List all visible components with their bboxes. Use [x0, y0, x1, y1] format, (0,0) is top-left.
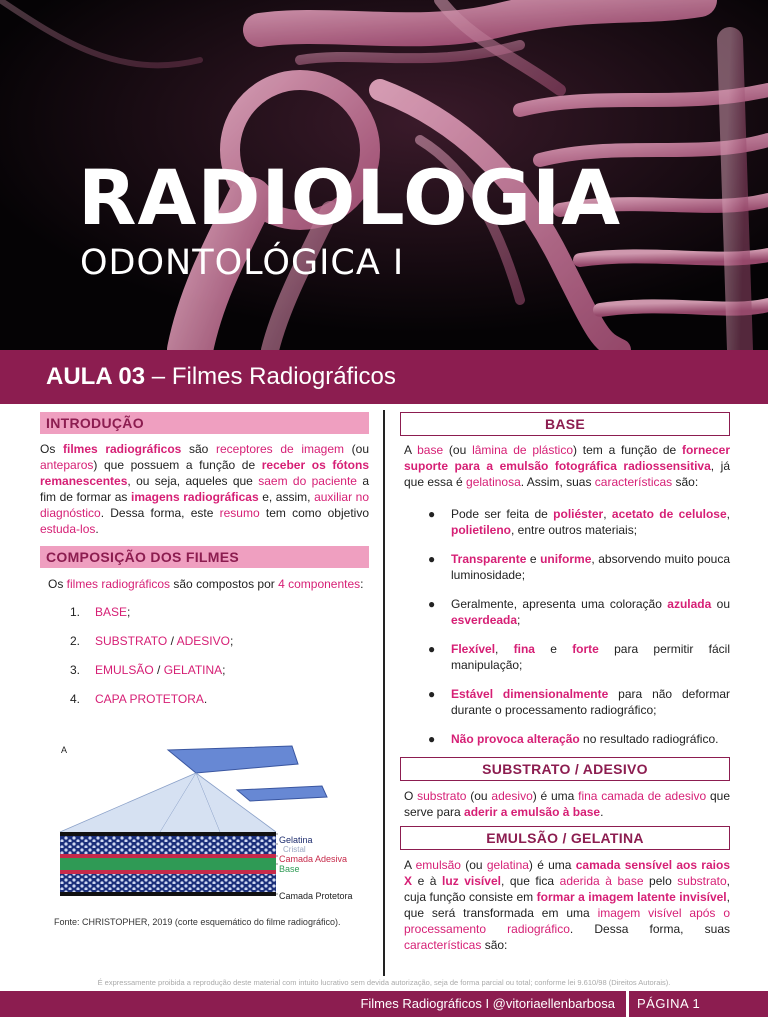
layer-label-base: Base [279, 864, 300, 874]
lesson-title [46, 364, 396, 390]
bullet-icon: ● [428, 552, 436, 566]
footer-title: Filmes Radiográficos I @vitoriaellenbarbosa [360, 996, 615, 1011]
figure-caption: Fonte: CHRISTOPHER, 2019 (corte esquemático do filme radiográfico). [54, 917, 341, 927]
list-item: 1. BASE; [70, 605, 131, 619]
hero-subtitle: ODONTOLÓGICA I [80, 243, 405, 283]
list-item: 4. CAPA PROTETORA. [70, 692, 208, 706]
list-item: ● Pode ser feita de poliéster, acetato de celulose, polietileno, entre outros materiais; [428, 507, 731, 537]
film-cross-section-figure [40, 740, 370, 915]
lesson-banner [0, 350, 768, 404]
layer-label-cristal: Cristal [283, 845, 306, 854]
bullet-icon: ● [428, 507, 436, 521]
list-item: ● Flexível, fina e forte para permitir fácil manipulação; [428, 642, 731, 672]
film-layers-diagram [40, 740, 370, 915]
base-characteristics-list [400, 506, 730, 747]
left-column [40, 412, 369, 720]
lesson-topic: Filmes Radiográficos [171, 363, 396, 390]
list-item: ● Geralmente, apresenta uma coloração azulada ou esverdeada; [428, 597, 730, 627]
lesson-number: AULA 03 [46, 363, 146, 390]
section-heading-base: BASE [400, 412, 730, 436]
layer-label-gelatina: Gelatina [279, 835, 313, 845]
section-heading-composicao: COMPOSIÇÃO DOS FILMES [40, 546, 369, 568]
hero-header [0, 0, 768, 350]
substrato-paragraph: O substrato (ou adesivo) é uma fina camada de adesivo que serve para aderir a emulsão à base. [404, 789, 731, 819]
list-item: ● Estável dimensionalmente para não deformar durante o processamento radiográfico; [428, 687, 730, 717]
section-heading-emulsao: EMULSÃO / GELATINA [400, 826, 730, 850]
copyright-disclaimer: É expressamente proibida a reprodução deste material com intuito lucrativo sem devida autorização, seja de forma parcial ou total; conforme lei 9.610/98 (Direitos Autorais). [97, 978, 671, 987]
footer-separator [626, 991, 629, 1017]
page-number: PÁGINA 1 [637, 996, 701, 1011]
emulsao-paragraph: A emulsão (ou gelatina) é uma camada sensível aos raios X e à luz visível, que fica aderida à base pelo substrato, cuja função consiste em formar a imagem latente invisível, que será transformada em uma imagem visível após o processamento radiográfico. Dessa forma, suas características são: [404, 858, 731, 952]
list-item: ● Não provoca alteração no resultado radiográfico. [428, 732, 719, 746]
composition-list [40, 604, 369, 720]
layer-label-camada-adesiva: Camada Adesiva [279, 854, 348, 864]
section-heading-substrato: SUBSTRATO / ADESIVO [400, 757, 730, 781]
column-divider [383, 410, 385, 976]
list-item: ● Transparente e uniforme, absorvendo muito pouca luminosidade; [428, 552, 731, 582]
bullet-icon: ● [428, 687, 436, 701]
composicao-paragraph: Os filmes radiográficos são compostos por 4 componentes: [48, 577, 364, 591]
list-item: 2. SUBSTRATO / ADESIVO; [70, 634, 234, 648]
introducao-paragraph: Os filmes radiográficos são receptores de imagem (ou anteparos) que possuem a função de receber os fótons remanescentes, ou seja, aqueles que saem do paciente a fim de formar as imagens radiográficas e, assim, auxiliar no diagnóstico. Dessa forma, este resumo tem como objetivo estuda-los. [40, 442, 370, 536]
bullet-icon: ● [428, 642, 436, 656]
panel-label: A [61, 745, 68, 755]
page-footer [0, 991, 768, 1017]
list-item: 3. EMULSÃO / GELATINA; [70, 663, 226, 677]
right-column [400, 412, 730, 953]
base-paragraph: A base (ou lâmina de plástico) tem a função de fornecer suporte para a emulsão fotográfica radiossensitiva, já que essa é gelatinosa. Assim, suas características são: [404, 443, 730, 489]
layer-label-camada-protetora: Camada Protetora [279, 891, 353, 901]
bullet-icon: ● [428, 732, 436, 746]
hero-title: RADIOLOGIA [78, 153, 622, 242]
section-heading-introducao: INTRODUÇÃO [40, 412, 369, 434]
bullet-icon: ● [428, 597, 436, 611]
lesson-dash: – [145, 363, 172, 390]
